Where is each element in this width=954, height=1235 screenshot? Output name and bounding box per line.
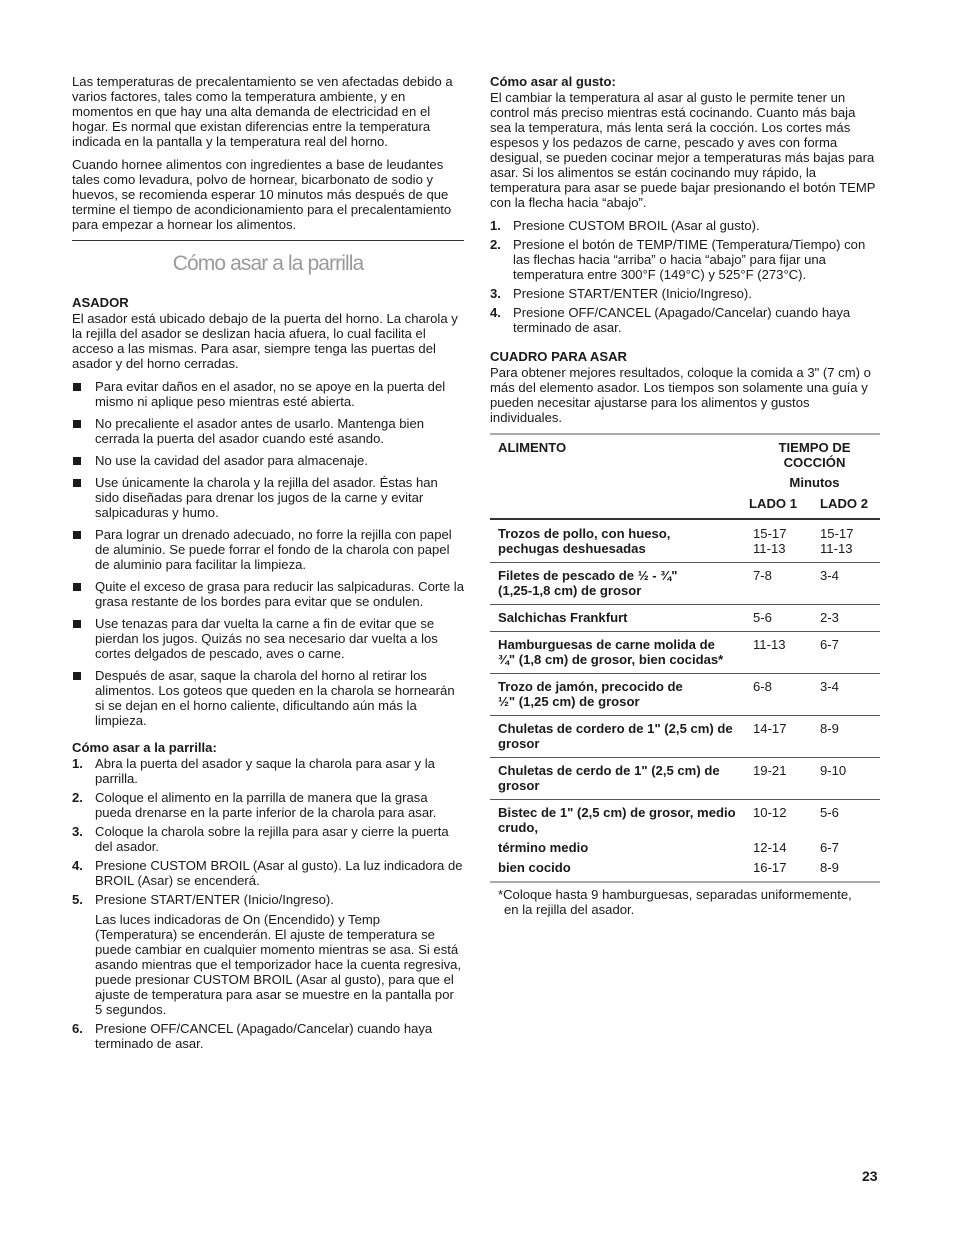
bullet-item: Use únicamente la charola y la rejilla del asador. Éstas han sido diseñadas para drenar los jugos de la carne y evitar salpicaduras y humo. [72,475,464,520]
bullet-square-icon [73,672,81,680]
col-header-side-1: LADO 1 [749,496,798,511]
bullet-square-icon [73,620,81,628]
right-column [490,74,880,917]
broiling-chart-table [490,433,880,883]
bullet-square-icon [73,457,81,465]
table-body [490,519,880,882]
step-item: 5. Presione START/ENTER (Inicio/Ingreso). Las luces indicadoras de On (Encendido) y Temp (Temperatura) se encenderán. El ajuste de temperatura se puede cambiar en cualquier momento mientras se asa. Si está asando mientras que el temporizador hace la cuenta regresiva, puede presionar CUSTOM BROIL (Asar al gusto), para que el ajuste de temperatura para asar se muestre en la pantalla por 5 segundos. [72,892,464,1017]
table-footnote: *Coloque hasta 9 hamburguesas, separadas uniformemente, en la rejilla del asador. [498,887,852,917]
bullet-square-icon [73,531,81,539]
how-to-broil-heading: Cómo asar a la parrilla: [72,740,217,755]
asador-paragraph: El asador está ubicado debajo de la puerta del horno. La charola y la rejilla del asador se deslizan hacia afuera, lo cual facilita el acceso a las mismas. Para asar, siempre tenga las puertas del asador y del horno cerradas. [72,311,458,371]
table-row: Chuletas de cordero de 1" (2,5 cm) de grosor 14-17 8-9 [490,716,880,758]
col-header-cook-time: TIEMPO DE COCCIÓN [749,434,880,471]
table-row: Trozos de pollo, con hueso, pechugas deshuesadas 15-17 11-13 15-17 11-13 [490,519,880,563]
bullet-square-icon [73,383,81,391]
preheat-paragraph: Las temperaturas de precalentamiento se ven afectadas debido a varios factores, tales como la temperatura ambiente, y en momentos en que hay una alta demanda de electricidad en el hogar. Es normal que existan diferencias entre la temperatura indicada en la pantalla y la temperatura real del horno. [72,74,453,149]
bullet-square-icon [73,583,81,591]
table-row: Trozo de jamón, precocido de ½" (1,25 cm) de grosor 6-8 3-4 [490,674,880,716]
broil-chart-paragraph: Para obtener mejores resultados, coloque la comida a 3" (7 cm) o más del elemento asador. Los tiempos son solamente una guía y pueden necesitar ajustarse para los alimentos y gustos individuales. [490,365,871,425]
bullet-item: Quite el exceso de grasa para reducir las salpicaduras. Corte la grasa restante de los bordes para evitar que se ondulen. [72,579,464,609]
step-item: 4. Presione OFF/CANCEL (Apagado/Cancelar) cuando haya terminado de asar. [490,305,851,335]
step-note: Las luces indicadoras de On (Encendido) y Temp (Temperatura) se encenderán. El ajuste de temperatura se puede cambiar en cualquier momento mientras se asa. Si está asando mientras que el temporizador hace la cuenta regresiva, puede presionar CUSTOM BROIL (Asar al gusto), para que el ajuste de temperatura para asar se muestre en la pantalla por 5 segundos. [95,912,462,1017]
section-divider [72,240,464,241]
step-item: 3. Presione START/ENTER (Inicio/Ingreso). [490,286,752,301]
col-header-side-2: LADO 2 [820,496,869,511]
page-number: 23 [862,1168,878,1184]
bullet-item: Para evitar daños en el asador, no se apoye en la puerta del mismo ni aplique peso mientras esté abierta. [72,379,464,409]
custom-broil-steps-list [490,218,880,335]
bullet-item: No use la cavidad del asador para almacenaje. [72,453,464,468]
step-item: 1. Abra la puerta del asador y saque la charola para asar y la parrilla. [72,756,435,786]
bullet-item: Después de asar, saque la charola del horno al retirar los alimentos. Los goteos que queden en la charola se hornearán si se dejan en el horno caliente, dificultando aún más la limpieza. [72,668,464,728]
custom-broil-heading: Cómo asar al gusto: [490,74,616,89]
bullet-square-icon [73,479,81,487]
broil-chart-heading: CUADRO PARA ASAR [490,349,627,364]
bullet-item: Use tenazas para dar vuelta la carne a fin de evitar que se pierdan los jugos. Quizás no sea necesario dar vuelta a los cortes delgados de pescado, aves o carne. [72,616,464,661]
step-item: 2. Coloque el alimento en la parrilla de manera que la grasa pueda drenarse en la parte inferior de la charola para asar. [72,790,437,820]
asador-heading: ASADOR [72,295,129,310]
broil-steps-list [72,756,464,1051]
section-title: Cómo asar a la parrilla [172,252,364,275]
step-item: 1. Presione CUSTOM BROIL (Asar al gusto). [490,218,760,233]
bullet-square-icon [73,420,81,428]
leavening-paragraph: Cuando hornee alimentos con ingredientes a base de leudantes tales como levadura, polvo de hornear, bicarbonato de sodio y huevos, se recomienda esperar 10 minutos más después de que termine el tiempo de acondicionamiento para el precalentamiento para empezar a hornear los alimentos. [72,157,452,232]
bullet-item: Para lograr un drenado adecuado, no forre la rejilla con papel de aluminio. Se puede forrar el fondo de la charola con papel de aluminio para facilitar la limpieza. [72,527,464,572]
table-row: Bistec de 1" (2,5 cm) de grosor, medio crudo, término medio bien cocido 10-12 12-14 16-17 5-6 6-7 8-9 [490,800,880,883]
bullet-item: No precaliente el asador antes de usarlo. Mantenga bien cerrada la puerta del asador cuando esté asando. [72,416,464,446]
table-row: Salchichas Frankfurt 5-6 2-3 [490,605,880,632]
left-column [72,74,464,1058]
asador-bullet-list [72,379,464,728]
step-item: 2. Presione el botón de TEMP/TIME (Temperatura/Tiempo) con las flechas hacia “arriba” o hacia “abajo” para fijar una temperatura entre 300°F (149°C) y 525°F (273°C). [490,237,866,282]
table-row: Filetes de pescado de ½ - ¾" (1,25-1,8 cm) de grosor 7-8 3-4 [490,563,880,605]
table-row: Chuletas de cerdo de 1" (2,5 cm) de grosor 19-21 9-10 [490,758,880,800]
step-item: 6. Presione OFF/CANCEL (Apagado/Cancelar) cuando haya terminado de asar. [72,1021,433,1051]
custom-broil-paragraph: El cambiar la temperatura al asar al gusto le permite tener un control más preciso mientras está cocinando. Cuanto más baja sea la temperatura, más lenta será la cocción. Los cortes más espesos y los pedazos de carne, pescado y aves con forma desigual, se pueden cocinar mejor a temperaturas más bajas para asar. Si los alimentos se están cocinando muy rápido, la temperatura para asar se puede bajar presionando el botón TEMP con la flecha hacia “abajo”. [490,90,876,210]
col-header-food: ALIMENTO [490,434,749,471]
table-header [490,434,880,519]
step-item: 3. Coloque la charola sobre la rejilla para asar y cierre la puerta del asador. [72,824,449,854]
col-header-minutes: Minutos [789,475,840,490]
step-item: 4. Presione CUSTOM BROIL (Asar al gusto). La luz indicadora de BROIL (Asar) se encenderá. [72,858,463,888]
table-row: Hamburguesas de carne molida de ¾" (1,8 cm) de grosor, bien cocidas* 11-13 6-7 [490,632,880,674]
